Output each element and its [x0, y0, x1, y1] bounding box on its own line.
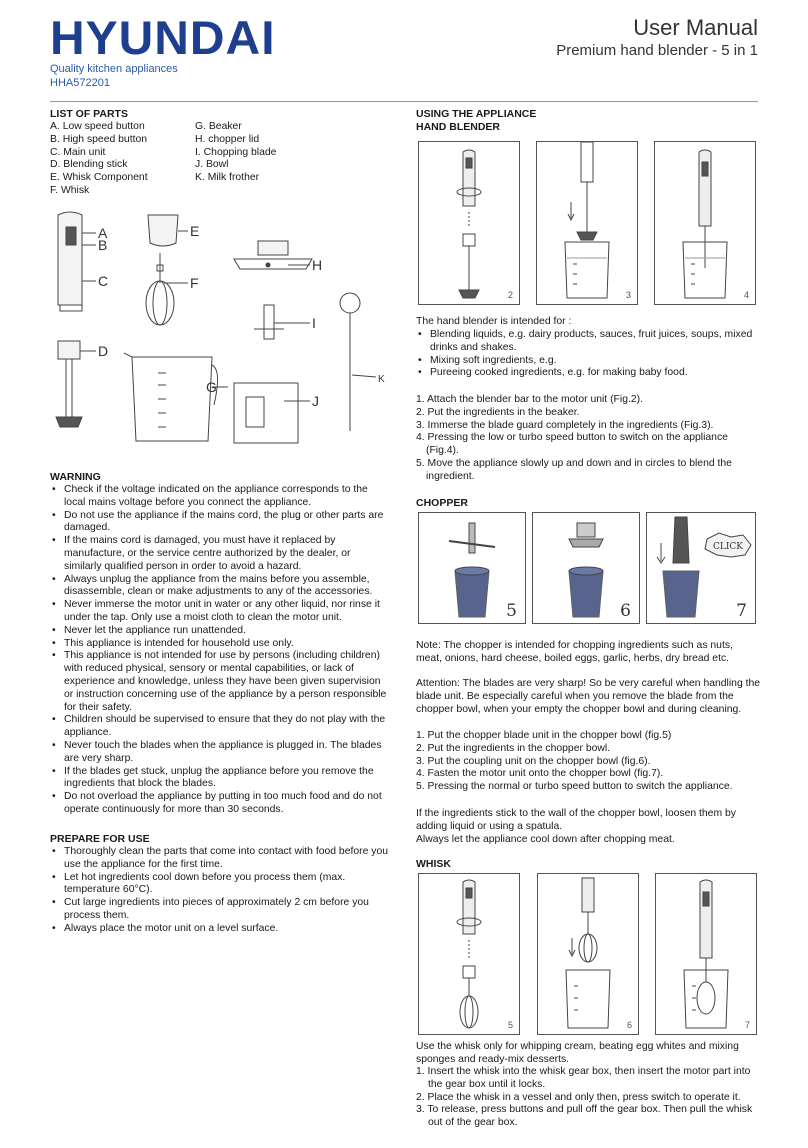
step-item: 1. Attach the blender bar to the motor unit (Fig.2). [416, 394, 643, 405]
label-c: C [98, 273, 109, 289]
part-item: D. Blending stick [50, 159, 128, 171]
using-heading: USING THE APPLIANCE [416, 108, 537, 120]
warning-item: • If the blades get stuck, unplug the appliance before you remove the ingredients that block the blades. [50, 766, 390, 792]
warning-item: • Never touch the blades when the appliance is plugged in. The blades are very sharp. [50, 740, 390, 766]
prepare-list [50, 846, 390, 936]
chopper-steps [416, 730, 761, 794]
figure-5 [418, 512, 526, 624]
hand-blender-intro: The hand blender is intended for : [416, 316, 572, 327]
part-item: F. Whisk [50, 184, 90, 196]
prepare-item: • Always place the motor unit on a level surface. [50, 923, 390, 936]
prepare-item: • Thoroughly clean the parts that come into contact with food before you use the appliance for the first time. [50, 846, 390, 872]
whisk-steps [416, 1066, 761, 1130]
parts-heading: LIST OF PARTS [50, 108, 128, 120]
label-h: H [312, 257, 323, 273]
warning-item: • Never let the appliance run unattended. [50, 625, 390, 638]
figure-3 [536, 141, 638, 305]
whisk-figure-6 [537, 873, 639, 1035]
figure-number: 2 [507, 290, 513, 300]
part-item: E. Whisk Component [50, 172, 148, 184]
part-item: B. High speed button [50, 133, 148, 145]
warning-item: • This appliance is intended for household use only. [50, 638, 390, 651]
use-item: • Blending liquids, e.g. dairy products, sauces, fruit juices, soups, mixed drinks and shakes. [416, 329, 761, 355]
part-item: G. Beaker [195, 121, 242, 132]
warning-list [50, 484, 390, 817]
chopper-note: Note: The chopper is intended for chopping ingredients such as nuts, meat, onions, hard cheese, boiled eggs, garlic, herbs, dry bread etc. [416, 640, 733, 664]
manual-title: User Manual [633, 15, 758, 40]
part-item: K. Milk frother [195, 172, 260, 184]
chopper-tip: If the ingredients stick to the wall of the chopper bowl, loosen them by adding liquid or using a spatula. [416, 808, 736, 832]
figure-4 [654, 141, 756, 305]
parts-diagram [48, 205, 393, 467]
hand-blender-steps [416, 394, 761, 484]
step-item: 2. Put the ingredients in the chopper bowl. [416, 742, 611, 754]
step-item: 5. Move the appliance slowly up and down and in circles to blend the ingredient. [416, 457, 732, 482]
label-i: I [312, 315, 316, 331]
whisk-figure-7 [655, 873, 757, 1035]
part-item: C. Main unit [50, 146, 106, 158]
tagline: Quality kitchen appliances [50, 63, 178, 75]
warning-item: • Do not use the appliance if the mains cord, the plug or other parts are damaged. [50, 510, 390, 536]
warning-item: • Do not overload the appliance by putting in too much food and do not operate continuously for more than 30 seconds. [50, 791, 390, 817]
label-g: G [206, 379, 217, 395]
parts-list-right [195, 121, 345, 185]
step-item: 4. Pressing the low or turbo speed button to switch on the appliance (Fig.4). [416, 432, 728, 457]
figure-number: 6 [620, 601, 631, 621]
part-item: J. Bowl [195, 159, 229, 171]
figure-7 [646, 512, 756, 624]
main-unit-shape [58, 212, 82, 305]
step-item: 4. Fasten the motor unit onto the chopper bowl (fig.7). [416, 768, 664, 780]
use-item: • Pureeing cooked ingredients, e.g. for making baby food. [416, 367, 761, 380]
warning-item: • Check if the voltage indicated on the appliance corresponds to the local mains voltage before you connect the appliance. [50, 484, 390, 510]
label-e: E [190, 223, 200, 239]
warning-item: • This appliance is not intended for use by persons (including children) with reduced physical, sensory or mental capabilities, or lack of experience and knowledge, unless they have been given supervision or instruction concerning use of the appliance by a person responsible for their safety. [50, 650, 390, 714]
step-item: 1. Insert the whisk into the whisk gear box, then insert the motor part into the gear box until it locks. [416, 1066, 751, 1090]
figure-number: 4 [743, 290, 749, 300]
chopper-heading: CHOPPER [416, 497, 468, 509]
whisk-heading: WHISK [416, 858, 451, 870]
prepare-heading: PREPARE FOR USE [50, 833, 150, 845]
chopper-tip-cooldown: Always let the appliance cool down after chopping meat. [416, 834, 675, 845]
warning-heading: WARNING [50, 471, 101, 483]
whisk-figure-5 [418, 873, 520, 1035]
label-j: J [312, 393, 319, 409]
step-item: 2. Put the ingredients in the beaker. [416, 406, 580, 418]
parts-list-left [50, 121, 200, 198]
use-item: • Mixing soft ingredients, e.g. [416, 355, 761, 368]
part-item: A. Low speed button [50, 121, 145, 132]
warning-item: • Never immerse the motor unit in water or any other liquid, nor rinse it under the tap. Only use a moist cloth to clean the motor unit. [50, 599, 390, 625]
step-item: 3. To release, press buttons and pull off the gear box. Then pull the whisk out of the gear box. [416, 1104, 753, 1129]
step-item: 1. Put the chopper blade unit in the chopper bowl (fig.5) [416, 730, 672, 741]
click-label: CLICK [713, 542, 744, 552]
manual-subtitle: Premium hand blender - 5 in 1 [556, 42, 758, 59]
whisk-intro: Use the whisk only for whipping cream, beating egg whites and mixing sponges and ready-mix desserts. [416, 1041, 739, 1065]
warning-item: • Children should be supervised to ensure that they do not play with the appliance. [50, 714, 390, 740]
part-item: H. chopper lid [195, 133, 260, 145]
brand-logo: HYUNDAI [50, 11, 276, 64]
figure-6 [532, 512, 640, 624]
hand-blender-heading: HAND BLENDER [416, 121, 500, 133]
figure-number: 6 [626, 1020, 632, 1030]
label-k: K [378, 374, 385, 385]
hand-blender-uses [416, 329, 761, 380]
figure-number: 5 [507, 1020, 513, 1030]
model-number: HHA572201 [50, 77, 110, 89]
label-b: B [98, 237, 108, 253]
warning-item: • If the mains cord is damaged, you must have it replaced by manufacture, or the service centre authorized by the dealer, or similarly qualified person in order to avoid a hazard. [50, 535, 390, 573]
figure-number: 7 [736, 601, 747, 621]
label-d: D [98, 343, 109, 359]
figure-2 [418, 141, 520, 305]
step-item: 2. Place the whisk in a vessel and only then, press switch to operate it. [416, 1091, 741, 1103]
label-a: A [98, 225, 108, 241]
prepare-item: • Cut large ingredients into pieces of approximately 2 cm before you process them. [50, 897, 390, 923]
header-divider [50, 101, 758, 102]
figure-number: 3 [625, 290, 631, 300]
warning-item: • Always unplug the appliance from the mains before you assemble, disassemble, clean or make adjustments to any of the accessories. [50, 574, 390, 600]
figure-number: 7 [744, 1020, 750, 1030]
prepare-item: • Let hot ingredients cool down before you process them (max. temperature 60°C). [50, 872, 390, 898]
figure-number: 5 [506, 601, 517, 621]
label-f: F [190, 275, 199, 291]
chopper-attention: Attention: The blades are very sharp! So be very careful when handling the blade unit. Be especially careful when you remove the blade from the chopper bowl, when your empty the chopper bowl and during cleaning. [416, 678, 761, 715]
step-item: 3. Immerse the blade guard completely in the ingredients (Fig.3). [416, 419, 714, 431]
step-item: 5. Pressing the normal or turbo speed button to switch the appliance. [416, 781, 733, 793]
part-item: I. Chopping blade [195, 146, 277, 158]
step-item: 3. Put the coupling unit on the chopper bowl (fig.6). [416, 755, 651, 767]
